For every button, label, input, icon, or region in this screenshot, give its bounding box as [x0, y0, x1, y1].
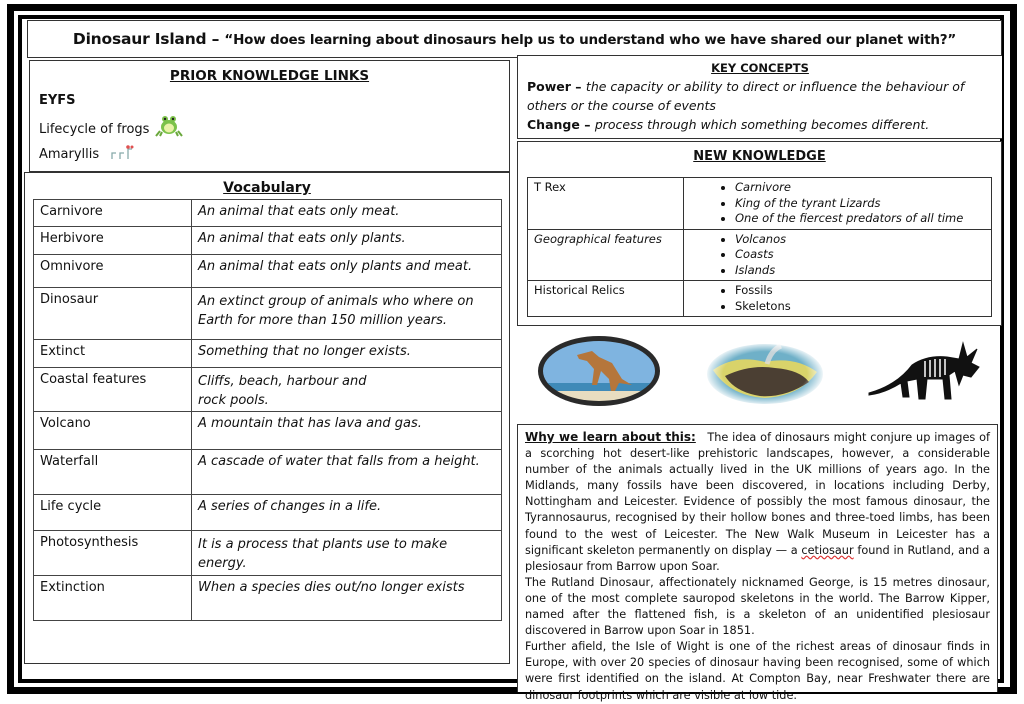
why-we-learn-heading: Why we learn about this:: [525, 430, 696, 444]
vocabulary-panel: [24, 172, 510, 664]
spellcheck-flagged-word: cetiosaur: [801, 543, 854, 557]
new-knowledge-panel: [517, 141, 1002, 326]
eyfs-label: EYFS: [39, 93, 76, 108]
table-row: Photosynthesis It is a process that plants use to make energy.: [34, 531, 502, 576]
table-row: Coastal features Cliffs, beach, harbour and rock pools.: [34, 368, 502, 412]
vocabulary-table: [33, 199, 502, 621]
prior-knowledge-item: Lifecycle of frogs: [39, 121, 183, 137]
paragraph: The Rutland Dinosaur, affectionately nicknamed George, is 15 metres dinosaur, one of the most complete sauropod skeletons in the world. The Barrow Kipper, named after the flattened fish, is a skeleton of an unidentified plesiosaur discovered in Barrow upon Soar in 1851.: [525, 575, 990, 638]
enquiry-question: “How does learning about dinosaurs help us to understand who we have shared our planet with?”: [224, 32, 957, 48]
key-concept-power: Power – the capacity or ability to direct or influence the behaviour of others or the course of events: [527, 79, 965, 113]
table-row: Dinosaur An extinct group of animals who where on Earth for more than 150 million years.: [34, 288, 502, 340]
table-row: Herbivore An animal that eats only plants.: [34, 227, 502, 255]
table-row: Geographical features • Volcanos • Coasts • Islands: [528, 229, 992, 281]
illustrations-strip: [517, 330, 1002, 420]
table-row: Extinct Something that no longer exists.: [34, 340, 502, 368]
key-concepts-heading: KEY CONCEPTS: [711, 61, 809, 75]
frog-icon: [155, 113, 183, 137]
key-concepts-panel: [517, 55, 1002, 139]
why-we-learn-text: Why we learn about this: The idea of dinosaurs might conjure up images of a scorching hot desert-like prehistoric landscapes, however, a considerable number of the animals actually lived in the UK millions of years ago. In the Midlands, many fossils have been discovered, in locations including Derby, Nottingham and Leicester. Evidence of possibly the most famous dinosaur, the Tyrannosaurus, recognised by their hollow bones and three-toed limbs, has been found to the west of Leicester. The New Walk Museum in Leicester has a significant skeleton permanently on display — a cetiosaur found in Rutland, and a plesiosaur from Barrow upon Soar. The Rutland Dinosaur, affectionately nicknamed George, is 15 metres dinosaur, one of the most complete sauropod skeletons in the world. The Barrow Kipper, named after the flattened fish, is a skeleton of an unidentified plesiosaur discovered in Barrow upon Soar in 1851. Further afield, the Isle of Wight is one of the richest areas of dinosaur finds in Europe, with over 20 species of dinosaur having been recognised, some of which were first identified on the island. At Compton Bay, near Freshwater there are dinosaur footprints which are visible at low tide.: [525, 429, 990, 704]
table-row: Volcano A mountain that has lava and gas.: [34, 412, 502, 450]
triceratops-skeleton-image: [867, 335, 989, 405]
prior-knowledge-item: Amaryllis: [39, 147, 135, 162]
page-title: Dinosaur Island – “How does learning about dinosaurs help us to understand who we have shared our planet with?”: [72, 30, 957, 48]
amaryllis-flower-icon: [109, 144, 135, 160]
table-row: T Rex • Carnivore • King of the tyrant Lizards • One of the fiercest predators of all time: [528, 178, 992, 230]
table-row: Waterfall A cascade of water that falls from a height.: [34, 450, 502, 495]
table-row: Carnivore An animal that eats only meat.: [34, 200, 502, 227]
table-row: Omnivore An animal that eats only plants and meat.: [34, 255, 502, 288]
table-row: Life cycle A series of changes in a life.: [34, 495, 502, 531]
topic-title: Dinosaur Island: [72, 30, 207, 48]
why-we-learn-panel: [517, 424, 998, 702]
new-knowledge-heading: NEW KNOWLEDGE: [693, 149, 826, 164]
key-concept-change: Change – process through which something becomes different.: [527, 117, 930, 132]
prior-knowledge-panel: [29, 60, 510, 172]
t-rex-beach-oval-image: [537, 335, 661, 407]
table-row: Extinction When a species dies out/no longer exists: [34, 576, 502, 621]
prior-knowledge-heading: PRIOR KNOWLEDGE LINKS: [169, 68, 370, 84]
title-banner: [27, 20, 1002, 58]
new-knowledge-table: [527, 177, 992, 317]
vocabulary-heading: Vocabulary: [223, 180, 311, 196]
table-row: Historical Relics • Fossils • Skeletons: [528, 281, 992, 317]
paragraph: Further afield, the Isle of Wight is one of the richest areas of dinosaur finds in Europe, with over 20 species of dinosaur having been recognised, some of which were first identified on the island. At Compton Bay, near Freshwater there are dinosaur footprints which are visible at low tide.: [525, 640, 990, 702]
volcanic-island-image: [705, 342, 825, 406]
